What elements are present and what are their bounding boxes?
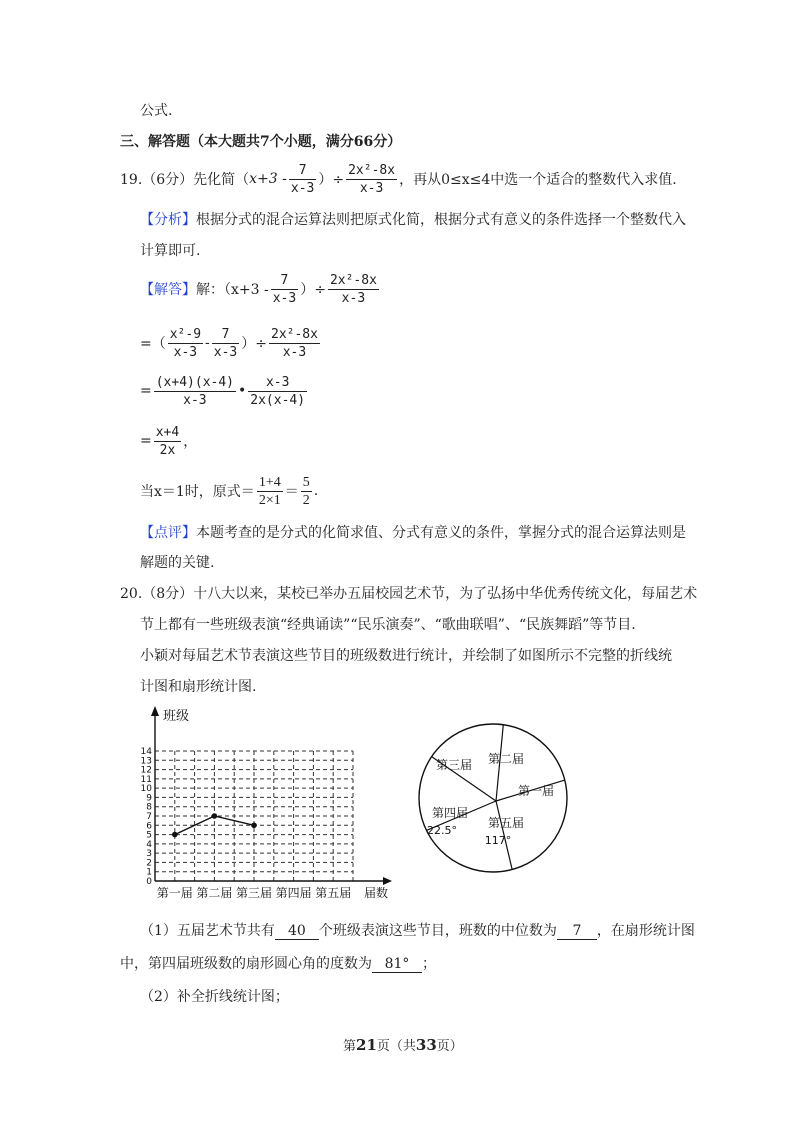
y-axis-arrow bbox=[151, 706, 159, 716]
y-tick-label: 10 bbox=[140, 784, 152, 795]
pie-slice-label: 第三届 bbox=[435, 758, 473, 772]
pie-outline bbox=[419, 724, 567, 872]
fraction: $\frac{1+4}{2\times 1}$ bbox=[258, 474, 281, 508]
y-tick-label: 4 bbox=[146, 839, 152, 850]
comment-tag: 【点评】 bbox=[140, 525, 196, 541]
y-axis-label: 班级 bbox=[163, 709, 190, 724]
y-tick-label: 12 bbox=[140, 765, 152, 776]
answer-blank: 81° bbox=[372, 956, 422, 973]
q20-line-1: 20.（8分）十八大以来，某校已举办五届校园艺术节，为了弘扬中华优秀传统文化，每届艺术 bbox=[120, 586, 698, 602]
data-point bbox=[212, 813, 218, 819]
q19-prefix: 19.（6分）先化简（ bbox=[120, 172, 250, 188]
pie-chart bbox=[408, 713, 578, 883]
y-tick-label: 7 bbox=[146, 812, 152, 822]
answer-blank: 7 bbox=[557, 923, 597, 940]
comment-line-2: 解题的关键. bbox=[140, 555, 215, 571]
page-footer: 第21页（共33页） bbox=[343, 1036, 463, 1054]
x-axis-label: 届数 bbox=[364, 886, 389, 900]
answer-part-1: （1）五届艺术节共有 40 个班级表演这些节目，班数的中位数为 7 ，在扇形统计图 bbox=[140, 923, 695, 939]
line-chart bbox=[128, 700, 398, 900]
q20-line-3: 小颖对每届艺术节表演这些节目的班级数进行统计，并绘制了如图所示不完整的折线统 bbox=[140, 648, 672, 664]
y-tick-label: 14 bbox=[140, 747, 152, 757]
fraction: $\frac{\text{2x²-8x}}{x-3}$ bbox=[271, 326, 318, 360]
data-point bbox=[172, 832, 178, 838]
y-tick-label: 11 bbox=[140, 774, 152, 785]
question-19: 19.（6分）先化简（ x+3 - $\frac{7}{x-3}$ ）÷ $\frac{\text{2x²-8x}}{x-3}$ ，再从0≤x≤4中选一个适合的整数代入求值. bbox=[120, 162, 677, 196]
solution-step-5: 当x＝1时，原式＝ $\frac{1+4}{2\times 1}$ ＝ $\frac{5}{2}$ . bbox=[140, 474, 319, 508]
y-tick-label: 6 bbox=[146, 821, 152, 832]
analysis-tag: 【分析】 bbox=[140, 212, 196, 228]
x-tick-label: 第三届 bbox=[235, 886, 273, 900]
pie-slice-label: 第四届 bbox=[431, 806, 469, 820]
solution-step-3: = $\frac{(x+4)(x-4)}{x-3}$ • $\frac{x-3}{2x(x-4)}$ bbox=[140, 374, 306, 408]
data-point bbox=[251, 822, 257, 828]
x-tick-label: 第五届 bbox=[315, 886, 352, 900]
solution-step-4: = $\frac{x+4}{2x}$ ， bbox=[140, 424, 198, 458]
q19-suffix: ，再从0≤x≤4中选一个适合的整数代入求值. bbox=[399, 172, 677, 188]
x-tick-label: 第一届 bbox=[156, 886, 193, 900]
pie-angle-label: 22.5° bbox=[427, 824, 457, 837]
fraction: $\frac{\text{x²-9}}{x-3}$ bbox=[169, 326, 202, 360]
fraction: $\frac{(x+4)(x-4)}{x-3}$ bbox=[155, 374, 235, 408]
fraction: $\frac{\text{2x²-8x}}{x-3}$ bbox=[329, 272, 377, 306]
x-axis-arrow bbox=[383, 877, 392, 885]
pie-angle-label: 117° bbox=[484, 834, 512, 847]
y-tick-label: 8 bbox=[146, 802, 152, 813]
x-tick-label: 第二届 bbox=[196, 886, 233, 900]
text-fragment: 公式. bbox=[140, 103, 173, 119]
section-heading: 三、解答题（本大题共7个小题，满分66分） bbox=[120, 134, 402, 150]
solution-step-1: 【解答】 解：（x+3 - $\frac{7}{x-3}$ ）÷ $\frac{\text{2x²-8x}}{x-3}$ bbox=[140, 272, 377, 306]
fraction: $\frac{7}{x-3}$ bbox=[213, 326, 238, 360]
q20-line-2: 节上都有一些班级表演“经典诵读”“民乐演奏”、“歌曲联唱”、“民族舞蹈”等节目. bbox=[140, 617, 636, 633]
pie-slice-label: 第一届 bbox=[517, 784, 555, 798]
total-pages: 33 bbox=[415, 1036, 437, 1054]
y-tick-label: 9 bbox=[146, 793, 152, 804]
solution-tag: 【解答】 bbox=[140, 282, 196, 298]
comment-line-1: 【点评】本题考查的是分式的化简求值、分式有意义的条件，掌握分式的混合运算法则是 bbox=[140, 525, 686, 541]
analysis-line-2: 计算即可. bbox=[140, 243, 201, 259]
fraction: $\frac{\text{2x²-8x}}{x-3}$ bbox=[348, 162, 396, 196]
y-tick-label: 3 bbox=[146, 849, 152, 860]
y-tick-label: 1 bbox=[146, 867, 152, 878]
pie-slice-label: 第二届 bbox=[487, 752, 525, 766]
pie-slice-label: 第五届 bbox=[487, 816, 525, 830]
y-tick-label: 0 bbox=[146, 877, 152, 887]
q19-x3: x+3 - bbox=[249, 171, 287, 187]
x-tick-label: 第四届 bbox=[275, 886, 312, 900]
answer-part-1-cont: 中，第四届班级数的扇形圆心角的度数为 81° ； bbox=[120, 956, 436, 972]
y-tick-label: 2 bbox=[146, 858, 152, 869]
fraction: $\frac{7}{x-3}$ bbox=[272, 272, 297, 306]
fraction: $\frac{x-3}{2x(x-4)}$ bbox=[250, 374, 306, 408]
current-page: 21 bbox=[356, 1036, 377, 1054]
analysis-line-1: 【分析】根据分式的混合运算法则把原式化简，根据分式有意义的条件选择一个整数代入 bbox=[140, 212, 686, 228]
answer-part-2: （2）补全折线统计图； bbox=[140, 989, 289, 1005]
y-tick-label: 5 bbox=[146, 830, 152, 841]
solution-step-2: =（ $\frac{\text{x²-9}}{x-3}$ - $\frac{7}{x-3}$ ）÷ $\frac{\text{2x²-8x}}{x-3}$ bbox=[140, 326, 318, 360]
answer-blank: 40 bbox=[275, 923, 319, 940]
fraction: $\frac{7}{x-3}$ bbox=[290, 162, 315, 196]
y-tick-label: 13 bbox=[140, 756, 152, 767]
q20-line-4: 计图和扇形统计图. bbox=[140, 679, 257, 695]
fraction: $\frac{x+4}{2x}$ bbox=[155, 424, 180, 458]
fraction: $\frac{5}{2}$ bbox=[302, 474, 310, 508]
